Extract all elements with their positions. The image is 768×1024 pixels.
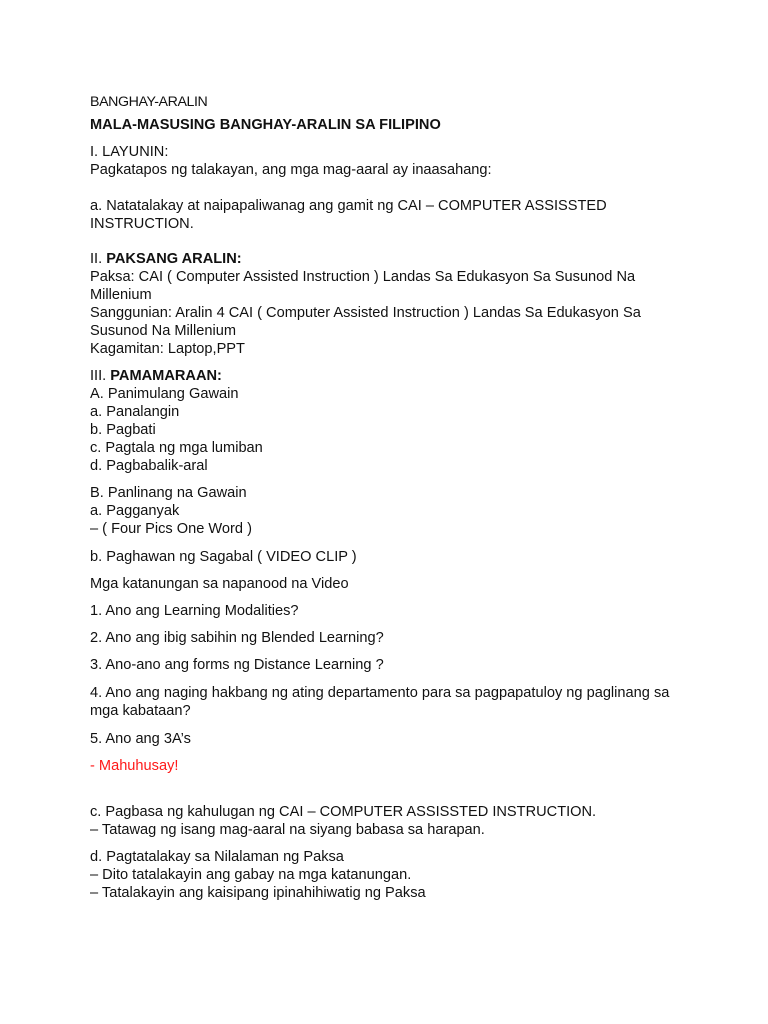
document-title: MALA-MASUSING BANGHAY-ARALIN SA FILIPINO <box>90 117 441 133</box>
question-item: 1. Ano ang Learning Modalities? <box>90 603 299 619</box>
objective-a: a. Natatalakay at naipapaliwanag ang gamit ng CAI – COMPUTER ASSISSTED INSTRUCTION. <box>90 198 607 232</box>
list-item: b. Paghawan ng Sagabal ( VIDEO CLIP ) <box>90 549 357 565</box>
questions-intro: Mga katanungan sa napanood na Video <box>90 576 349 592</box>
list-item: d. Pagbabalik-aral <box>90 458 208 474</box>
document-content <box>90 93 690 902</box>
section-heading: II. PAKSANG ARALIN: <box>90 251 242 267</box>
list-item-note: – Tatalakayin ang kaisipang ipinahihiwatig ng Paksa <box>90 885 426 901</box>
section-paksang-aralin <box>90 250 690 358</box>
question-item: 2. Ano ang ibig sabihin ng Blended Learning? <box>90 630 384 646</box>
section-heading: III. PAMAMARAAN: <box>90 368 222 384</box>
list-item: b. Pagbati <box>90 422 156 438</box>
section-intro: Pagkatapos ng talakayan, ang mga mag-aaral ay inaasahang: <box>90 162 492 178</box>
question-item: 4. Ano ang naging hakbang ng ating departamento para sa pagpapatuloy ng paglinang sa mga kabataan? <box>90 685 670 719</box>
list-item-note: – Tatawag ng isang mag-aaral na siyang babasa sa harapan. <box>90 822 485 838</box>
list-item: a. Pagganyak <box>90 503 180 519</box>
question-item: 5. Ano ang 3A’s <box>90 731 191 747</box>
sanggunian-line: Sanggunian: Aralin 4 CAI ( Computer Assisted Instruction ) Landas Sa Edukasyon Sa Susunod Na Millenium <box>90 305 641 339</box>
kagamitan-line: Kagamitan: Laptop,PPT <box>90 341 245 357</box>
list-item: c. Pagtala ng mga lumiban <box>90 440 263 456</box>
praise-text: - Mahuhusay! <box>90 758 179 774</box>
list-item-note: – ( Four Pics One Word ) <box>90 521 252 537</box>
list-item: a. Panalangin <box>90 404 180 420</box>
document-header: BANGHAY-ARALIN <box>90 94 208 110</box>
list-item: c. Pagbasa ng kahulugan ng CAI – COMPUTER ASSISSTED INSTRUCTION. <box>90 804 597 820</box>
section-layunin <box>90 143 690 233</box>
question-item: 3. Ano-ano ang forms ng Distance Learning ? <box>90 657 384 673</box>
list-item: d. Pagtatalakay sa Nilalaman ng Paksa <box>90 849 344 865</box>
part-a-heading: A. Panimulang Gawain <box>90 386 239 402</box>
paksa-line: Paksa: CAI ( Computer Assisted Instruction ) Landas Sa Edukasyon Sa Susunod Na Millenium <box>90 269 636 303</box>
list-item-note: – Dito tatalakayin ang gabay na mga katanungan. <box>90 867 412 883</box>
section-heading: I. LAYUNIN: <box>90 144 169 160</box>
part-b-heading: B. Panlinang na Gawain <box>90 485 247 501</box>
section-pamamaraan <box>90 367 690 902</box>
